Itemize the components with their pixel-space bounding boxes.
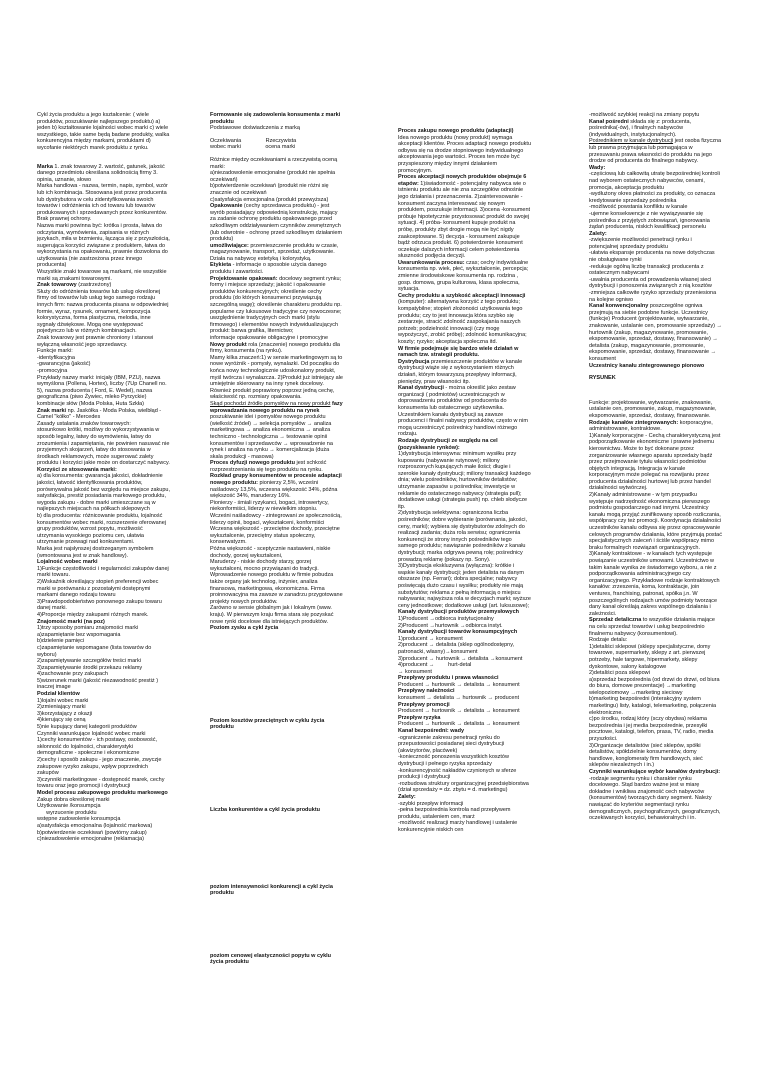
korzysci-heading: Korzyści ze stosowania marki: [37,466,117,473]
posrednik-text: jest osoba fizyczna lub prawna przyjmująca lub pomagająca w przesuwaniu prawa własności do produktu na jego drodze od producenta do finalnego nabywcy. [589,138,723,165]
fazy-heading: fazy wprowadzania nowego produktu na rynek [210,400,345,414]
zalety-bezp-heading: Zalety: [398,793,416,800]
uwarunk-heading: Uwarunkowania procesu: [398,259,465,266]
uwarunk-section [398,260,531,293]
lojalnosc-heading: Lojalność wobec marki [37,559,98,566]
znak-section [37,282,170,407]
etapy-heading: Proces akceptacji nowych produktów obejmuje 6 etapów: [398,174,528,187]
kanal-section [398,385,531,438]
posredni-section [589,119,722,139]
umozliwia-text: przemieszczenie produktu w czasie, magazynowanie, transport, sprzedaż, użytkowanie. Działa na nabywcę estetyką i kolorystyką. [210,242,340,262]
konwencjonalny-heading: Kanał konwencjonalny [589,303,649,310]
bezposredni-heading: Kanał bezpośredni: wady [398,728,465,735]
etykieta-text: - informacje o sposobie użycia danego produktu i zawartości. [210,262,329,276]
ryzyka-text: Producent → hurtownik → detalista → konsument [398,721,520,728]
projektowanie-section [210,276,343,342]
bezposredni-text: -ograniczenie zakresu penetracji rynku do przepustowości posiadanej sieci dystrybucji (akwizytorów, placówek) -konieczność ponoszenia wszystkich kosztów dystrybucji i pełnego ryzyka sprzedaży -konkurencyjność nakładów czynionych w sferze produkcji i dystrybucji -rozbudowa struktury organizacyjnej przedsiębiorstwa (dział sprzedaży = dz. zbytu = d. marketingu) [398,734,529,794]
zalety-posr-heading: Zalety: [589,230,607,237]
umozliwia-heading: umożliwiające: [210,242,249,249]
rozklad-text: pionierzy 2,5%, wcześni naśladowcy 13,5%, wczesna większość 34%, późna większość 34%, maruderzy 16%. Pionierzy - śmiali ryzykanci, bogaci, introwertycy, niekonformiści, liderzy w niewielkim stopniu. Wcześni naśladowcy - zintegrowani ze społecznością, liderzy opinii, bogaci, wykształceni, konformiści Wczesna większość - przeciętne dochody, przeciętne wykształcenie, przeciętny status społeczny, konserwatyzm. Późna większość - sceptycznie nastawieni, niskie dochody, gorzej wykształceni, Maruderzy - niskie dochody starzy, gorzej wykształceni, mocno przywiązani do tradycji. Wprowadzenie nowego produktu w firmie pobudza także organy jak technolog, inżynier, analiza finansowa, marketingowa, ekonomiczna. Firma proinnowacyjna ma zawsze w zanadrzu przygotowane projekty nowych produktów. Zarówno w sensie globalnym jak i lokalnym (www. kraju). W pierwszym kraju firma stara się pozyskać nowe rynki docelowe dla istniejących produktów. [210,480,343,625]
uwarunk-text: czas; cechy indywidualne konsumenta np. wiek, płeć, wykształcenie, percepcja; zmienne środowiskowe konsumenta np. rodzina , gosp. domowa, grupa kulturowa, klasa społeczna, sytuacja. [398,259,530,293]
column-3 [398,128,531,834]
rodzaje-dystr-text: 1)dystrybucja intensywna: minimum wysiłku przy kupowaniu (nabywanie rutynowe); miliony rozproszonych kupujących małe ilości; długie i szerokie kanały dystrybucji; miliony transakcji każdego dnia; wielu pośredników, hurtowników detalistów; utrzymanie zapasów u pośrednika; inwestycje w reklamie do ostatecznego nabywcy (strategia pull); dodatkowe usługi (strategia push) np. chleb słodycze itp. 2)dystrybucja selektywna: ograniczona liczba pośredników; dobre wybieranie (porównania, jakości, ceny, marki); wybiera się dystrybutorów zdolnych do realizacji zadania; duża rola serwisu; ograniczenia konkurencji że strony innych pośredników tego samego produktu; nawiązanie pośredników z kanału dystrybucji; marka odgrywa pewną rolę; pośrednicy prowadzą reklamę (pokazy np. Sony). 3)Dystrybucja ekskluzywna (wyłączna): krótkie i wąskie kanały dystrybucji; jeden detalista na danym obszarze (np. Ferrari); dobra specjalne; nabywcy poświęcają dużo czasu i wysiłku; produkty nie mają substytutów; reklama z pełną informacją o miejscu nabywania; najwyższa rola w decyzjach marki; wyższe ceny jednostkowe; dodatkowe usługi (art. luksusowe); [398,451,531,609]
top-text: -możliwość szybkiej reakcji na zmiany popytu [589,112,700,118]
cechy-heading: Cechy produktu a szybkość akceptacji innowacji [398,292,526,299]
fazy-section [210,401,343,460]
wady-heading: Wady: [589,164,606,171]
znak-marki-section [37,408,170,467]
przeplywy-text: Producent → hurtownik → detalista → konsument [398,681,520,688]
znak-marki-heading: Znak marki [37,407,67,414]
opakowanie-text: (cechy sprzedawca produktu) - jest wyrób posiadający odpowiednią konstrukcję, mający za zadanie ochronę produktu opakowanego przed szkodliwym oddziaływaniem czynników zewnętrznych (lub odwrotnie - ochronę przed szkodliwym działaniem produktu) [210,203,344,243]
kanaly-konsum-heading: Kanały dystrybucji towarów konsumpcyjnych [398,629,518,636]
chart-placeholder-intensywnosc [210,897,343,953]
konwencjonalny-text: poszczególne ogniwa przejmują na siebie podobne funkcje. Uczestnicy (funkcje) Producent (projektowanie, wytwarzanie, znakowanie, ustalanie cen, promowanie sprzedaży) → hurtownik (zakup, magazynowanie, promowanie, ekspomowanie, sprzedaż, dostawy, finansowanie) → detalista (zakup, magazynowanie, promowanie, ekspomowanie, sprzedaż, dostawy, finansowanie → konsument [589,303,724,362]
chart-placeholder-zysk [210,632,343,718]
podzial-text: 1)lojalni wobec marki 2)zmieniający marki 3)korzystający z okazji 4)kierujący się ceną 5)nie kupujący danej kategorii produktów Czynniki warunkujące lojalność wobec marki 1)cechy konsumentów - ich postawy, osobowość, skłonność do lojalności, charakterystyki demograficzne - społeczne i ekonomiczne 2)cechy i sposób zakupu - jego znaczenie, zwyczje zakupowe ryzyko zakupu, wpływ poprzednich zakupów 3)czynniki marketingowe - dostępność marek, cechy towaru oraz jego promocji i dystrybucji [37,697,165,790]
rysunek-heading: RYSUNEK [589,375,616,382]
sklad-heading: Skąd pochodzi źródło pomysłów na nowy produkt [210,400,331,407]
cechy-text: (komputer): alternatywna korzyść z tego produktu; kompatybilne; stopień złożoności użytkowania tego produktu; czy to jest innowacja która szybko się zestarzeje, stracić zdolność zaspokajania naszych potrzeb; podzielność innowacji (czy mogę wypożyczyć, zrobić próbę); zdolność komunikacyjna; koszty; ryzyko; akceptacja społeczna itd. [398,292,529,345]
rodzaje-kan-section [589,420,722,618]
promocji-heading: Przepływy promocji [398,701,450,708]
znak-heading: Znak towarowy [37,282,77,289]
model-heading: Model procesu zakupowego produktu markowego [37,789,168,796]
detaliczna-heading: Sprzedaż detaliczna [589,617,642,624]
etapy-text: 1)świadomość - potencjalny nabywca wie o istnieniu produktu ale nie zna szczegółów odnośnie jego działania i przeznaczenia. 2)zainteresowanie - konsument zaczyna interesować się nowym produktem, poszukuje informacji. 3)ocena -konsument próbuje hipotetycznie przystosować produkt do swojej sytuacji. 4) próba- konsument kupuje produkt na próbę, produkty zbyt drogie mogą nie być nigdy zaakceptowane. 5) decyzja - konsument zakupuje bądź odrzuca produkt. 6) potwierdzenie konsument oczekuje dalszych informacji celem potwierdzenia słuszności podjęcia decyzji. [398,180,532,260]
kanaly-przem-text: 1)Producent →odbiorca instytucjonalny 2)Producent →hurtownik →odbiorca instyt. [398,615,503,629]
posrednik-section [589,138,722,164]
proces-heading: Proces dyfuzji nowego produktu [210,460,295,467]
dystrybucja-section [398,359,531,385]
kanaly-konsum-text: 1)producent → konsument 2)producent → detalista (sklep ogólnodostępny, patronacki, własny)→konsument 3)producent → hurtownik → detalista →konsument 4)producent → hurt-detal → konsument [398,635,523,675]
poziom-zysku-heading: Poziom zysku a cykl życia [210,625,279,632]
zalety-posr-text: -zwiększenie możliwości penetracji rynku i potencjalnej sprzedaży produktu -ułatwia ekspansje producenta na nowe dotychczas nie obsługiwane rynki -redukuje ogólną liczbę transakcji producenta z ostatecznym nabywcami -uwalnia producenta od prowadzenia własnej sieci dystrybucji i ponoszenia związanych z nią kosztów -zmniejsza całkowite ryzyko sprzedaży przeniesiona na kolejne ogniwo [589,237,717,303]
umozliwia-section [210,243,343,263]
kanaly-przem-heading: Kanały dystrybucji produktów przemysłowych [398,609,520,616]
marka-heading: Marka [37,163,53,170]
podzial-heading: Podział klientów [37,691,80,698]
cechy-section [398,293,531,346]
roznice-text: Różnice między oczekiwaniami a rzeczywistą oceną marki: a)niezadowolenie emocjonalne (produkt nie spełnia oczekiwań) b)potwierdzenie oczekiwań (produkt nie różni się znacznie od oczekiwań c)satysfakcja emocjonalna (produkt przewyższa) [210,156,338,203]
znajomosc-heading: Znajomość marki (na poz) [37,618,105,625]
elastycznosc-heading: poziom cenowej elastyczności popytu w cyklu życia produktu [210,952,333,966]
nowy-text: rola (znaczenie) nowego produktu dla firmy, konsumenta (na rynku). Mamy kilka znaczeń:1) w sensie marketingowym są to nowe wyróżnik - pomysły, wynalazki. Od początku do końca nowy technologicznie udoskonalony produkt, myśl twórcza i wynalazcza. 2)Produkt już istniejący ale umiejętnie skierowany na inny rynek docelowy. Również produkt poprawiony poprzez jedną cechę, właściwość np. rozmiary opakowania. [210,341,343,401]
opakowanie-heading: Opakowanie [210,203,243,210]
posredni-text: składa się z: producenta, pośrednika(-ów), i finalnych nabywców (indywidualnych, instytucjonalnych). [589,118,693,138]
column-1 [37,112,170,843]
etykieta-section [210,262,343,275]
nowy-heading: Nowy produkt [210,341,247,348]
intro-paragraph: Cykl życia produktu a jego kształcenie: ( wiele produktów, poszukiwanie najlepszego produktu) a) jeden b) kształtowanie lojalności wobec marki c) wiele wszystkiego, takie same będą badane produkty, walka konkurencyjna między markami, produktami d) wycofanie niektórych marek produktu z rynku. [37,112,171,151]
znak-marki-text: np. Jaskółka - Moda Polska, wielbłąd - Camel "kółko" - Mercedes Zasady ustalania znaków towarowych: stosunkowo krótki, możliwy do wykorzystywania w sposób legalny, łatwy do wymówienia, łatwy do zrozumienia i zapamiętania, nie powinien nasuwać nie przyjemnych skojarzeń, łatwy do stosowania w środkach reklamowych, może sugerować zalety produktu i korzyści jakie może on dostarczyć nabywcy. [37,407,170,467]
projektowanie-text: docelowy segment rynku; formy i miejsce sprzedaży; jakość i opakowanie produktów konkurencyjnych; określenie cechy produktu (do których konsumenci przywiązują szczególną wagę); określenie charakteru produktu np. popularne czy luksusowe tradycyjne czy nowoczesne; uwzględnienie tradycyjnych cech marki (stylu firmowego) i elementów nowych indywidualizujących produkt: barwa grafika, liternictwo; informacje opakowanie obligacyjne i promocyjne [210,275,342,341]
promocji-text: Producent → hurtownik → detalista → konsument [398,708,520,715]
wady-text: -częściową lub całkowitą utratę bezpośredniej kontroli nad wyborem ostatecznych nabywców, cenami, promocja, akceptacja produktu -wydłużony okres płatności za produkty, co oznacza kredytowanie sprzedaży pośrednika -możliwość powstania konfliktu w kanale -ujemne konsekwencje z nie wywiązywanie się pośrednika z przyjętych zobowiązań, ignorowania żądań producenta, niskich kwalifikacji personelu [589,171,720,231]
dystrybucja-heading: Dystrybucja [398,358,430,365]
liczba-konkurentow-heading: Liczba konkurentów a cykl życia produktu [210,806,321,813]
posrednik-heading: Pośrednikiem w kanale dystrybucji [589,138,674,145]
firmie-heading: W firmie podejmuje się bardzo wiele działań w ramach tzw. strategii produktu. [398,345,520,359]
poziom-kosztow-heading: Poziom kosztów przeciętnych w cyklu życia produktu [210,717,326,731]
naleznosci-heading: Przepływy należności [398,688,455,695]
konwencjonalny-section [589,303,722,362]
column-4 [589,112,722,822]
detaliczna-section [589,617,722,769]
chart-placeholder-koszty [210,731,343,807]
model-text: Zakup dobra określonej marki Użytkowanie /konsumpcja wyrzucenie produktu wstępne zadowolenie konsumpcja a)satysfakcja emocjonalna (lojalność markowa) b)potwierdzenie oczekiwań (powtórny zakup) c)niezadowolenie emocjonalne (reklamacja) [37,796,153,843]
detaliczna-text: to wszystkie działania mające na celu sprzedaż towarów i usług bezpośrednio finalnemu nabywcy (konsumentowi). Rodzaje detalu: 1)detaliści sklepowi (sklepy specjalistyczne, domy towarowe, supermarkety, sklepy z art. pierwszej potrzeby, hale targowe, hipermarkety, sklepy dyskontowe, salony katalogowe 2)detaliści poza sklepowi a)sprzedaż bezpośrednia (od drzwi do drzwi, od biura do biura, domowe prezentacje) →marketing wielopoziomowy →marketing sieciowy b)marketing bezpośredni (interakcyjny system marketingu) listy, katalogi, telemarketing, połączenia elektroniczne. c)po środku, rodzaj który (sczy obydwa) reklama bezpośrednia i jej media bezpośrednie, przesyłki pocztowe, katalogi, telefon, prasa, TV, radio, media przyszłości. 3)Organizacje detalistów (sieć sklepów, spółki detalistów, spółdzielnie konsumentów, domy handlowe, konglomeraty firm handlowych, sieć sklepów niezależnych i in.) [589,617,720,769]
znajomosc-text: 1)trzy sposoby pomiaru znajomości marki a)zapamiętanie bez wspomagania b)dzielenie pamięci c)zapamiętanie wspomagane (lista towarów do wyboru) 2)zapamiętywanie szczegółów treści marki 3)zapamiętywanie środki przekazu reklamy 4)zachowanie przy zakupach 5)wizerunek marki (jakość niezawodność prestiż ) inaczej image [37,625,159,691]
proces-section [210,460,343,473]
rozklad-section [210,473,343,625]
kanal-text: - można określić jako zestaw organizacji ( podmiotów) uczestniczących w doprowadzeniu produktów od producenta do konsumenta lub ostatecznego użytkownika. Uczestnikiem kanału dystrybucji są zawsze producenci i finalni nabywcy produktów, często w nim mogą uczestniczyć pośrednicy handlowi różnego rodzaju. [398,385,530,438]
ryzyka-heading: Przepływ ryzyka [398,714,441,721]
zalety-bezp-text: -szybki przepływ informacji -pełna bezpośrednia kontrola nad przepływem produktu, ustaleniem cen, marż -możliwość realizacji marży handlowej i ustalenie konkurencyjnie niskich cen [398,800,518,833]
proces-adaptacji-heading: Proces zakupu nowego produktu (adaptacji) [398,128,514,134]
chart-placeholder-konkurenci [210,814,343,884]
korzysci-text: a) dla konsumenta: gwarancja jakości, dokładnienie jakości, łatwość identyfikowania produktów, porównywalna jakość bez względu na miejsce zakupu, satysfakcja, prestiż posiadania markowego produktu, wygoda zakupu - dobre marki umieszczane są w najlepszych miejscach na półkach sklepowych b) dla producenta: różnicowanie produktu, lojalność konsumentów wobec marki, rozszerzenie oferowanej grupy produktów, wzrost popytu, możliwość utrzymania wysokiego poziomu cen, ułatwia utrzymanie przewagi nad konkurentami. Marka jest najsłynszej dostrzeganym symbolem (wmontowana jest w znak handlowy). [37,473,170,559]
fazy-text: poszukiwanie idei i pomysłów nowego produktu (wielkość źródeł) → selekcja pomysłów → analiza marketingowa → analiza ekonomiczna → analiza techniczno - technologiczna → testowanie opinii konsumentów i sprzedawców → wprowadzenie na rynek i analiza na rynku → komercjalizacja (duża skala produkcji - masowa) [210,407,335,460]
rodzaje-dystr-heading: Rodzaje dystrybucji ze względu na cel (pozyskiwanie rynków): [398,437,500,451]
marka-text: 1. znak towarowy 2. wartość, gatunek, jakość danego przedmiotu określana solidnością firmy 3. opinia, uznanie, słowo Marka handlowa - nazwa, termin, napis, symbol, wzór lub ich kombinacja. Stosowana jest przez producenta lub dystrybutora w celu zidentyfikowania swoich towarów i odróżnienia ich od towaru lub towarów produkowanych i sprzedawanych przez konkurentów. Brak prawnej ochrony. Nazwa marki powinna być: krótka i prosta, łatwa do odczytania, wymówienia, zapisania w różnych językach, miła w brzmieniu, łącząca się z przyszłością, sugerująca korzyści związane z produktem, łatwa do wykorzystania na opakowaniu, prawnie dozwolona do użytkowania (nie zastrzeżona przez innego producenta) Wszystkie znaki towarowe są markami, nie wszystkie marki są znakami towarowymi. [37,163,170,282]
zintegrowany-heading: Uczestnicy kanału zintegrowanego pionowo [589,362,705,369]
projektowanie-heading: Projektowanie opakowań: [210,275,278,282]
kanal-heading: Kanał dystrybucji [398,385,444,392]
nowy-section [210,342,343,401]
proces-adaptacji-text: Idea nowego produktu (nowy produkt) wymaga akceptacji klientów. Proces adaptacji nowego produktu odbywa się na drodze stopniowego indywidualnego akceptowania jego wartości. Proces ten może być przyspieszony między innymi działaniem promocyjnym. [398,134,533,174]
przeplywy-heading: Przepływy produktu i prawa własności [398,675,499,682]
rodzaje-kan-heading: Rodzaje kanałów zintegrowanych: [589,419,679,426]
formowanie-text: Podstawowe doświadczenia z marką [210,125,300,132]
czynniki-text: -rodzaje segmentu rynku i charakter rynku docelowego. Stąd bardzo ważne jest w miarę dokładne i wnikliwa znajomość cech nabywców (konsumentów) tworzących dany segment. Należy nawiązać do kryteriów segmentacji rynku demograficznych, psychograficznych, geograficznych, oczekiwanych korzyści, behawioralnych i in. [589,775,722,822]
oczekiwania-labels: Oczekiwania Rzeczywista wobec marki ocena marki [210,137,297,151]
column-2 [210,112,343,966]
rodzaje-kan-text: korporacyjne, administrowane, kontraktowe. 1)Kanały korporacyjne - Cechą charakterystyczną jest podporządkowanie ekonomiczne i prawne jednemu kierownictwu. Może to być dokonane przez zorganizowanie własnego aparatu sprzedaży bądź przez przejmowanie tytułu własności podmiotów objętych integracją. Integracja w kanale korporacyjnym może polegać na rozwijaniu przez producenta działalności hurtowej lub przez handel działalności wytwórczej. 2)Kanały administrowane - w tym przypadku występuje nadrzędność ekonomiczna pierwszego podmiotu gospodarczego nad innymi. Uczestnicy kanału mogą przyjąć zunifikowany sposób rozliczania, współpracy czy też promocji. Koordynacja działalności uczestników kanału odbywa się przez opracowywanie celowych programów działania, które przyjmują postać specjalistycznych zaleceń i ściśle współpracy mimo braku formalnych rozwiązań organizacyjnych. 3)Kanały kontraktowe - w kanałach tych występuje powiązanie uczestników umowami. Uczestnictwo w takim kanale wynika ze świadomego wyboru, a nie z podporządkowania administracyjnego czy organizacyjnego. Przykładowe rodzaje kontraktowych kanałów: zrzeszenia, koma, kontraktacje, join ventures, franchising, patronat, spółka j.n. W poszczególnych rodzajach umów podmioty tworzące dany kanał określają zakres wspólnego działania i zależności. [589,419,722,617]
dystrybucja-text: przemieszczenie produktów w kanale dystrybucji wiąże się z wykorzystaniem różnych działań, którym towarzyszą przepływy informacji, pieniędzy, praw własności itp. [398,358,524,385]
intensywnosc-heading: poziom intensywności konkurencji a cykl życia produktu [210,883,335,897]
funkcje-text: Funkcje: projektowanie, wytwarzanie, znakowanie, ustalanie cen, promowanie, zakup, magazynowanie, ekspomowanie, sprzedaż, dostawy, finansowanie. [589,399,719,419]
proces-text: jest schkość rozprzestrzeniania się tego produktu na rynku. [210,460,328,473]
etapy-section [398,174,531,260]
czynniki-heading: Czynniki warunkujące wybór kanałów dystrybucji: [589,769,721,775]
rozklad-heading: Rozkład grupy konsumentów w procesie adaptacji nowego produktu: [210,473,344,487]
lojalnosc-text: 1)Funkcje częstotliwości i regularności zakupów danej marki towaru. 2)Wskaźnik określający stopień preferencji wobec marki w porównaniu z pozostałymi dostępnymi markami danego rodzaju towaru 3)Prawdopodobieństwo ponownego zakupu towaru danej marki. 4)Proporcje między zakupami różnych marek. [37,565,169,618]
opakowanie-section [210,203,343,243]
posredni-heading: Kanał pośredni [589,118,629,125]
znak-text: (zastrzeżony) Służy do odróżnienia towarów lub usług określonej firmy od towarów lub usług tego samego rodzaju innych firm: nazwa producenta pisana w odpowiedniej formie, wyraz, rysunek, ornament, kompozycja kolorystyczna, forma plastyczna, melodia, inne sygnały dźwiękowe. Mogą one występować pojedynczo lub w różnych kombinacjach. Znak towarowy jest prawnie chroniony i stanowi wyłączną własność jego sprzedawcy. Funkcje marki: -identyfikacyjna -gwarancyjna (jakość) -promocyjna Przykłady nazwy marki: inicjały (IBM, PZU), nazwa wymyślona (Pollena, Hortex), liczby (7Up Chanell no. 5), nazwa producenta ( Ford, E. Wedel), nazwa geograficzna (piwo Żywiec, mleko Pyrzyckie) kombinacje słów (Moda Polska, Huta Szkła) [37,282,169,407]
formowanie-heading: Formowanie się zadowolenia konsumenta z marki produktu [210,112,342,125]
marka-section [37,164,170,283]
naleznosci-text: konsument → detalista → hurtownik → producent [398,695,520,702]
etykieta-heading: Etykieta [210,262,232,269]
